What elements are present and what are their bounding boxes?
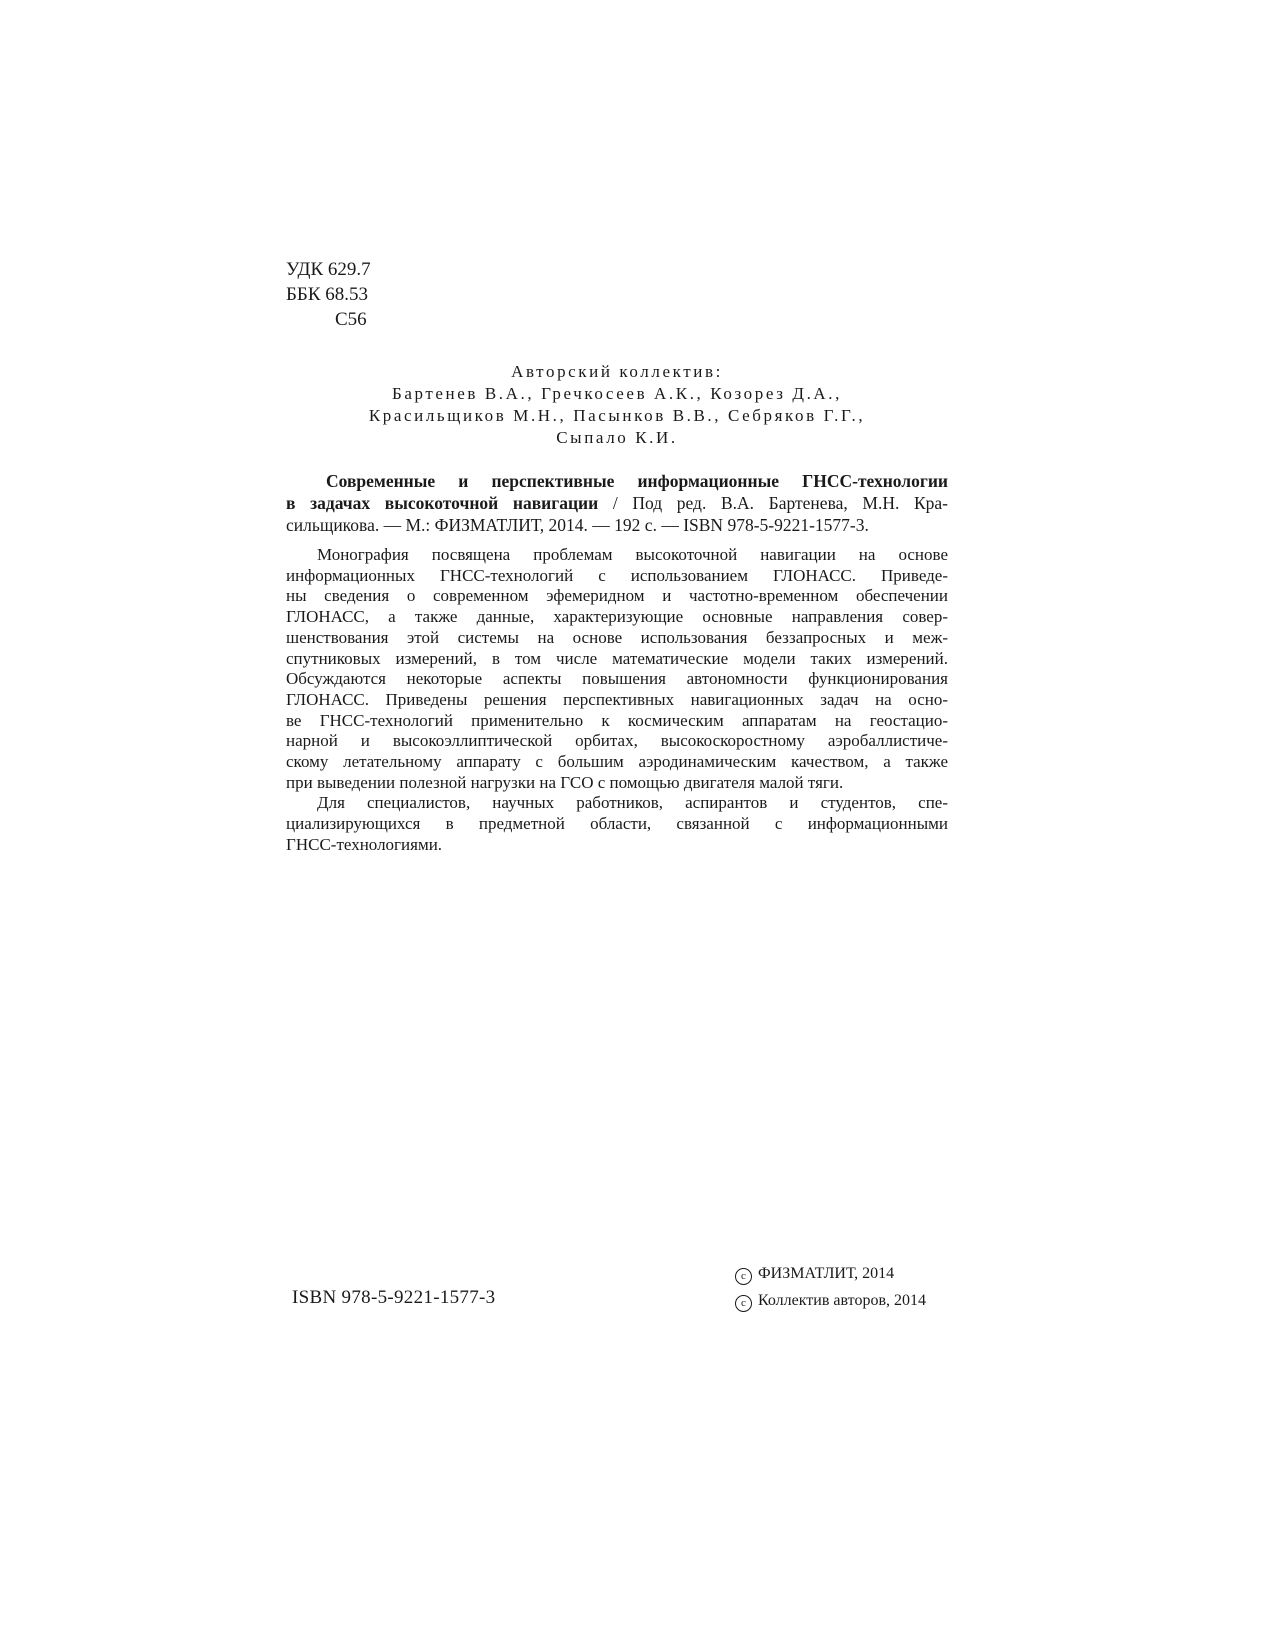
abstract-line: информационных ГНСС-технологий с использованием ГЛОНАСС. Приведе- bbox=[286, 565, 948, 585]
authors-line: Бартенев В.А., Гречкосеев А.К., Козорез Д.А., bbox=[391, 384, 843, 403]
copyright-icon: c bbox=[735, 1268, 752, 1285]
udk-code: УДК 629.7 bbox=[286, 259, 371, 280]
authors-heading: Авторский коллектив: bbox=[511, 362, 723, 381]
audience-line: Для специалистов, научных работников, аспирантов и студентов, спе- bbox=[317, 793, 948, 813]
abstract-line: спутниковых измерений, в том числе математические модели таких измерений. bbox=[286, 648, 948, 668]
classification-codes bbox=[286, 257, 371, 332]
copyright-block bbox=[735, 1260, 950, 1314]
publication-details: сильщикова. — М.: ФИЗМАТЛИТ, 2014. — 192 с. — ISBN 978-5-9221-1577-3. bbox=[286, 515, 869, 535]
abstract-line: шенствования этой системы на основе использования беззапросных и меж- bbox=[286, 627, 948, 647]
bbk-code: ББК 68.53 bbox=[286, 284, 368, 305]
biblio-line bbox=[286, 470, 948, 492]
book-title-part1: Современные и перспективные информационные ГНСС-технологии bbox=[326, 471, 948, 491]
abstract-line: при выведении полезной нагрузки на ГСО с помощью двигателя малой тяги. bbox=[286, 772, 844, 792]
abstract-line: ГЛОНАСС, а также данные, характеризующие основные направления совер- bbox=[286, 607, 948, 627]
abstract bbox=[286, 545, 948, 856]
copyright-icon: c bbox=[735, 1295, 752, 1312]
audience-line: циализирующихся в предметной области, связанной с информационными bbox=[286, 814, 948, 834]
author-collective bbox=[286, 361, 948, 449]
biblio-line bbox=[286, 492, 948, 514]
copyright-authors: Коллектив авторов, 2014 bbox=[758, 1292, 926, 1309]
authors-line: Красильщиков М.Н., Пасынков В.В., Себряков Г.Г., bbox=[368, 406, 866, 425]
book-title-part2: в задачах высокоточной навигации bbox=[286, 493, 599, 513]
author-sign: С56 bbox=[335, 309, 367, 330]
abstract-line: нарной и высокоэллиптической орбитах, высокоскоростному аэробаллистиче- bbox=[286, 731, 948, 751]
abstract-line: ны сведения о современном эфемеридном и частотно-временном обеспечении bbox=[286, 586, 948, 606]
copyright-publisher-line bbox=[735, 1260, 950, 1287]
editors-text: / Под ред. В.А. Бартенева, М.Н. Кра- bbox=[598, 493, 948, 513]
abstract-line: Монография посвящена проблемам высокоточной навигации на основе bbox=[317, 545, 948, 564]
copyright-publisher: ФИЗМАТЛИТ, 2014 bbox=[758, 1265, 895, 1282]
bibliographic-description bbox=[286, 470, 948, 536]
abstract-line: Обсуждаются некоторые аспекты повышения автономности функционирования bbox=[286, 669, 948, 689]
abstract-line: ве ГНСС-технологий применительно к космическим аппаратам на геостацио- bbox=[286, 710, 948, 730]
authors-line: Сыпало К.И. bbox=[556, 428, 678, 447]
audience-line: ГНСС-технологиями. bbox=[286, 834, 443, 854]
isbn-number: ISBN 978-5-9221-1577-3 bbox=[292, 1287, 496, 1308]
abstract-line: ГЛОНАСС. Приведены решения перспективных навигационных задач на осно- bbox=[286, 689, 948, 709]
abstract-line: скому летательному аппарату с большим аэродинамическим качеством, а также bbox=[286, 752, 948, 772]
copyright-authors-line bbox=[735, 1287, 950, 1314]
